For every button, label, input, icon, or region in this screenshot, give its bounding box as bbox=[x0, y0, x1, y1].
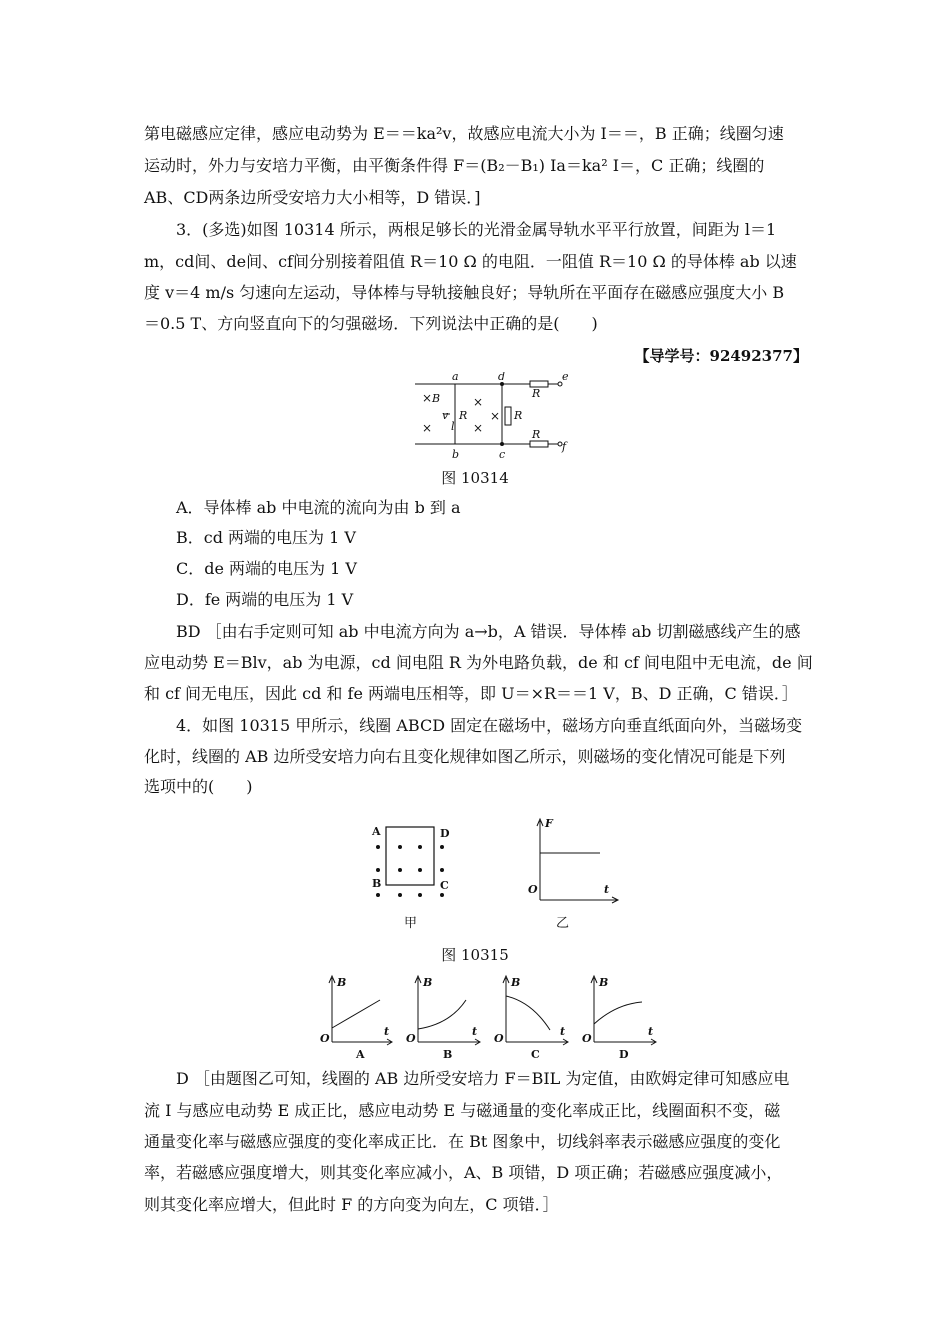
svg-text:t: t bbox=[648, 1025, 654, 1038]
graph-label-A: A bbox=[356, 1048, 365, 1061]
q4-answer-line-1: D ［由题图乙可知，线圈的 AB 边所受安培力 F＝BIL 为定值，由欧姆定律可知感应电 bbox=[176, 1069, 790, 1088]
label-R-cf: R bbox=[532, 428, 541, 441]
figure-10315-caption: 图 10315 bbox=[441, 946, 509, 964]
continuation-line-1: 第电磁感应定律，感应电动势为 E＝＝ka²v，故感应电流大小为 I＝＝，B 正确；线圈匀速 bbox=[144, 124, 784, 143]
svg-text:O: O bbox=[406, 1032, 416, 1045]
label-b: b bbox=[452, 448, 460, 461]
guide-number: 【导学号：92492377】 bbox=[634, 347, 808, 365]
q4-answer-line-5: 则其变化率应增大，但此时 F 的方向变为向左，C 项错．］ bbox=[144, 1195, 559, 1214]
q3-answer-line-2: 应电动势 E＝Blv，ab 为电源，cd 间电阻 R 为外电路负载，de 和 cf 间电阻中无电流，de 间 bbox=[144, 653, 813, 672]
svg-text:B: B bbox=[337, 976, 347, 989]
svg-text:×: × bbox=[473, 395, 484, 409]
axis-O: O bbox=[528, 883, 538, 896]
continuation-line-2: 运动时，外力与安培力平衡，由平衡条件得 F＝(B₂－B₁) Ia＝ka² I＝，C 正确；线圈的 bbox=[144, 156, 765, 175]
graph-label-B: B bbox=[443, 1048, 453, 1061]
q3-line-2: m，cd间、de间、cf间分别接着阻值 R＝10 Ω 的电阻．一阻值 R＝10 Ω 的导体棒 ab 以速 bbox=[144, 252, 797, 271]
figure-10315-jia-coil bbox=[364, 815, 464, 935]
q4-line-2: 化时，线圈的 AB 边所受安培力向右且变化规律如图乙所示，则磁场的变化情况可能是下列 bbox=[144, 747, 786, 766]
q3-answer-line-3: 和 cf 间无电压，因此 cd 和 fe 两端电压相等，即 U＝×R＝＝1 V，B、D 正确，C 错误．］ bbox=[144, 684, 798, 703]
graph-label-C: C bbox=[531, 1048, 540, 1061]
label-R-de: R bbox=[532, 387, 541, 400]
label-a: a bbox=[452, 372, 459, 383]
label-yi: 乙 bbox=[556, 916, 570, 931]
q4-line-1: 4．如图 10315 甲所示，线圈 ABCD 固定在磁场中，磁场方向垂直纸面向外，当磁场变 bbox=[176, 716, 803, 735]
figure-10315-yi-graph bbox=[520, 815, 620, 935]
q3-line-4: ＝0.5 T、方向竖直向下的匀强磁场．下列说法中正确的是( ) bbox=[144, 314, 598, 333]
q4-line-3: 选项中的( ) bbox=[144, 777, 253, 796]
q4-answer-line-4: 率，若磁感应强度增大，则其变化率应减小，A、B 项错，D 项正确；若磁感应强度减小， bbox=[144, 1163, 783, 1182]
q3-option-a: A．导体棒 ab 中电流的流向为由 b 到 a bbox=[176, 498, 461, 517]
label-e: e bbox=[562, 372, 569, 383]
svg-text:×: × bbox=[490, 409, 501, 423]
q3-option-d: D．fe 两端的电压为 1 V bbox=[176, 590, 354, 609]
svg-text:t: t bbox=[472, 1025, 478, 1038]
q3-option-c: C．de 两端的电压为 1 V bbox=[176, 559, 357, 578]
axis-F: F bbox=[545, 817, 553, 830]
graph-label-D: D bbox=[619, 1048, 629, 1061]
svg-text:O: O bbox=[494, 1032, 504, 1045]
q3-line-3: 度 v＝4 m/s 匀速向左运动，导体棒与导轨接触良好；导轨所在平面存在磁感应强度大小 B bbox=[144, 283, 785, 302]
svg-text:O: O bbox=[582, 1032, 592, 1045]
label-d: d bbox=[498, 372, 506, 383]
q3-answer-line-1: BD ［由右手定则可知 ab 中电流方向为 a→b，A 错误．导体棒 ab 切割磁感线产生的感 bbox=[176, 622, 801, 641]
label-B-field: B bbox=[432, 392, 441, 405]
svg-text:B: B bbox=[511, 976, 521, 989]
label-l: l bbox=[451, 420, 455, 433]
figure-10314-caption: 图 10314 bbox=[441, 469, 509, 487]
svg-text:O: O bbox=[320, 1032, 330, 1045]
q3-option-b: B．cd 两端的电压为 1 V bbox=[176, 528, 356, 547]
q4-option-graphs bbox=[310, 972, 670, 1062]
corner-C: C bbox=[440, 879, 449, 892]
svg-text:B: B bbox=[423, 976, 433, 989]
svg-text:×: × bbox=[422, 391, 433, 405]
corner-D: D bbox=[440, 827, 450, 840]
axis-t: t bbox=[604, 883, 610, 896]
corner-A: A bbox=[372, 825, 381, 838]
continuation-line-3: AB、CD两条边所受安培力大小相等，D 错误．] bbox=[144, 188, 481, 207]
q4-answer-line-2: 流 I 与感应电动势 E 成正比，感应电动势 E 与磁通量的变化率成正比，线圈面积不变，磁 bbox=[144, 1101, 781, 1120]
svg-text:×: × bbox=[473, 421, 484, 435]
label-f: f bbox=[562, 440, 567, 453]
corner-B: B bbox=[372, 877, 382, 890]
q3-line-1: 3．(多选)如图 10314 所示，两根足够长的光滑金属导轨水平平行放置，间距为 l＝1 bbox=[176, 220, 777, 239]
svg-text:t: t bbox=[384, 1025, 390, 1038]
svg-text:×: × bbox=[422, 421, 433, 435]
figure-10314-circuit bbox=[410, 372, 580, 462]
svg-text:t: t bbox=[560, 1025, 566, 1038]
label-R-cd: R bbox=[514, 409, 523, 422]
label-R-rod: R bbox=[459, 409, 468, 422]
label-c: c bbox=[499, 448, 506, 461]
q4-answer-line-3: 通量变化率与磁感应强度的变化率成正比．在 Bt 图象中，切线斜率表示磁感应强度的变化 bbox=[144, 1132, 781, 1151]
label-jia: 甲 bbox=[404, 916, 418, 931]
label-v: v bbox=[442, 409, 449, 422]
svg-text:B: B bbox=[599, 976, 609, 989]
